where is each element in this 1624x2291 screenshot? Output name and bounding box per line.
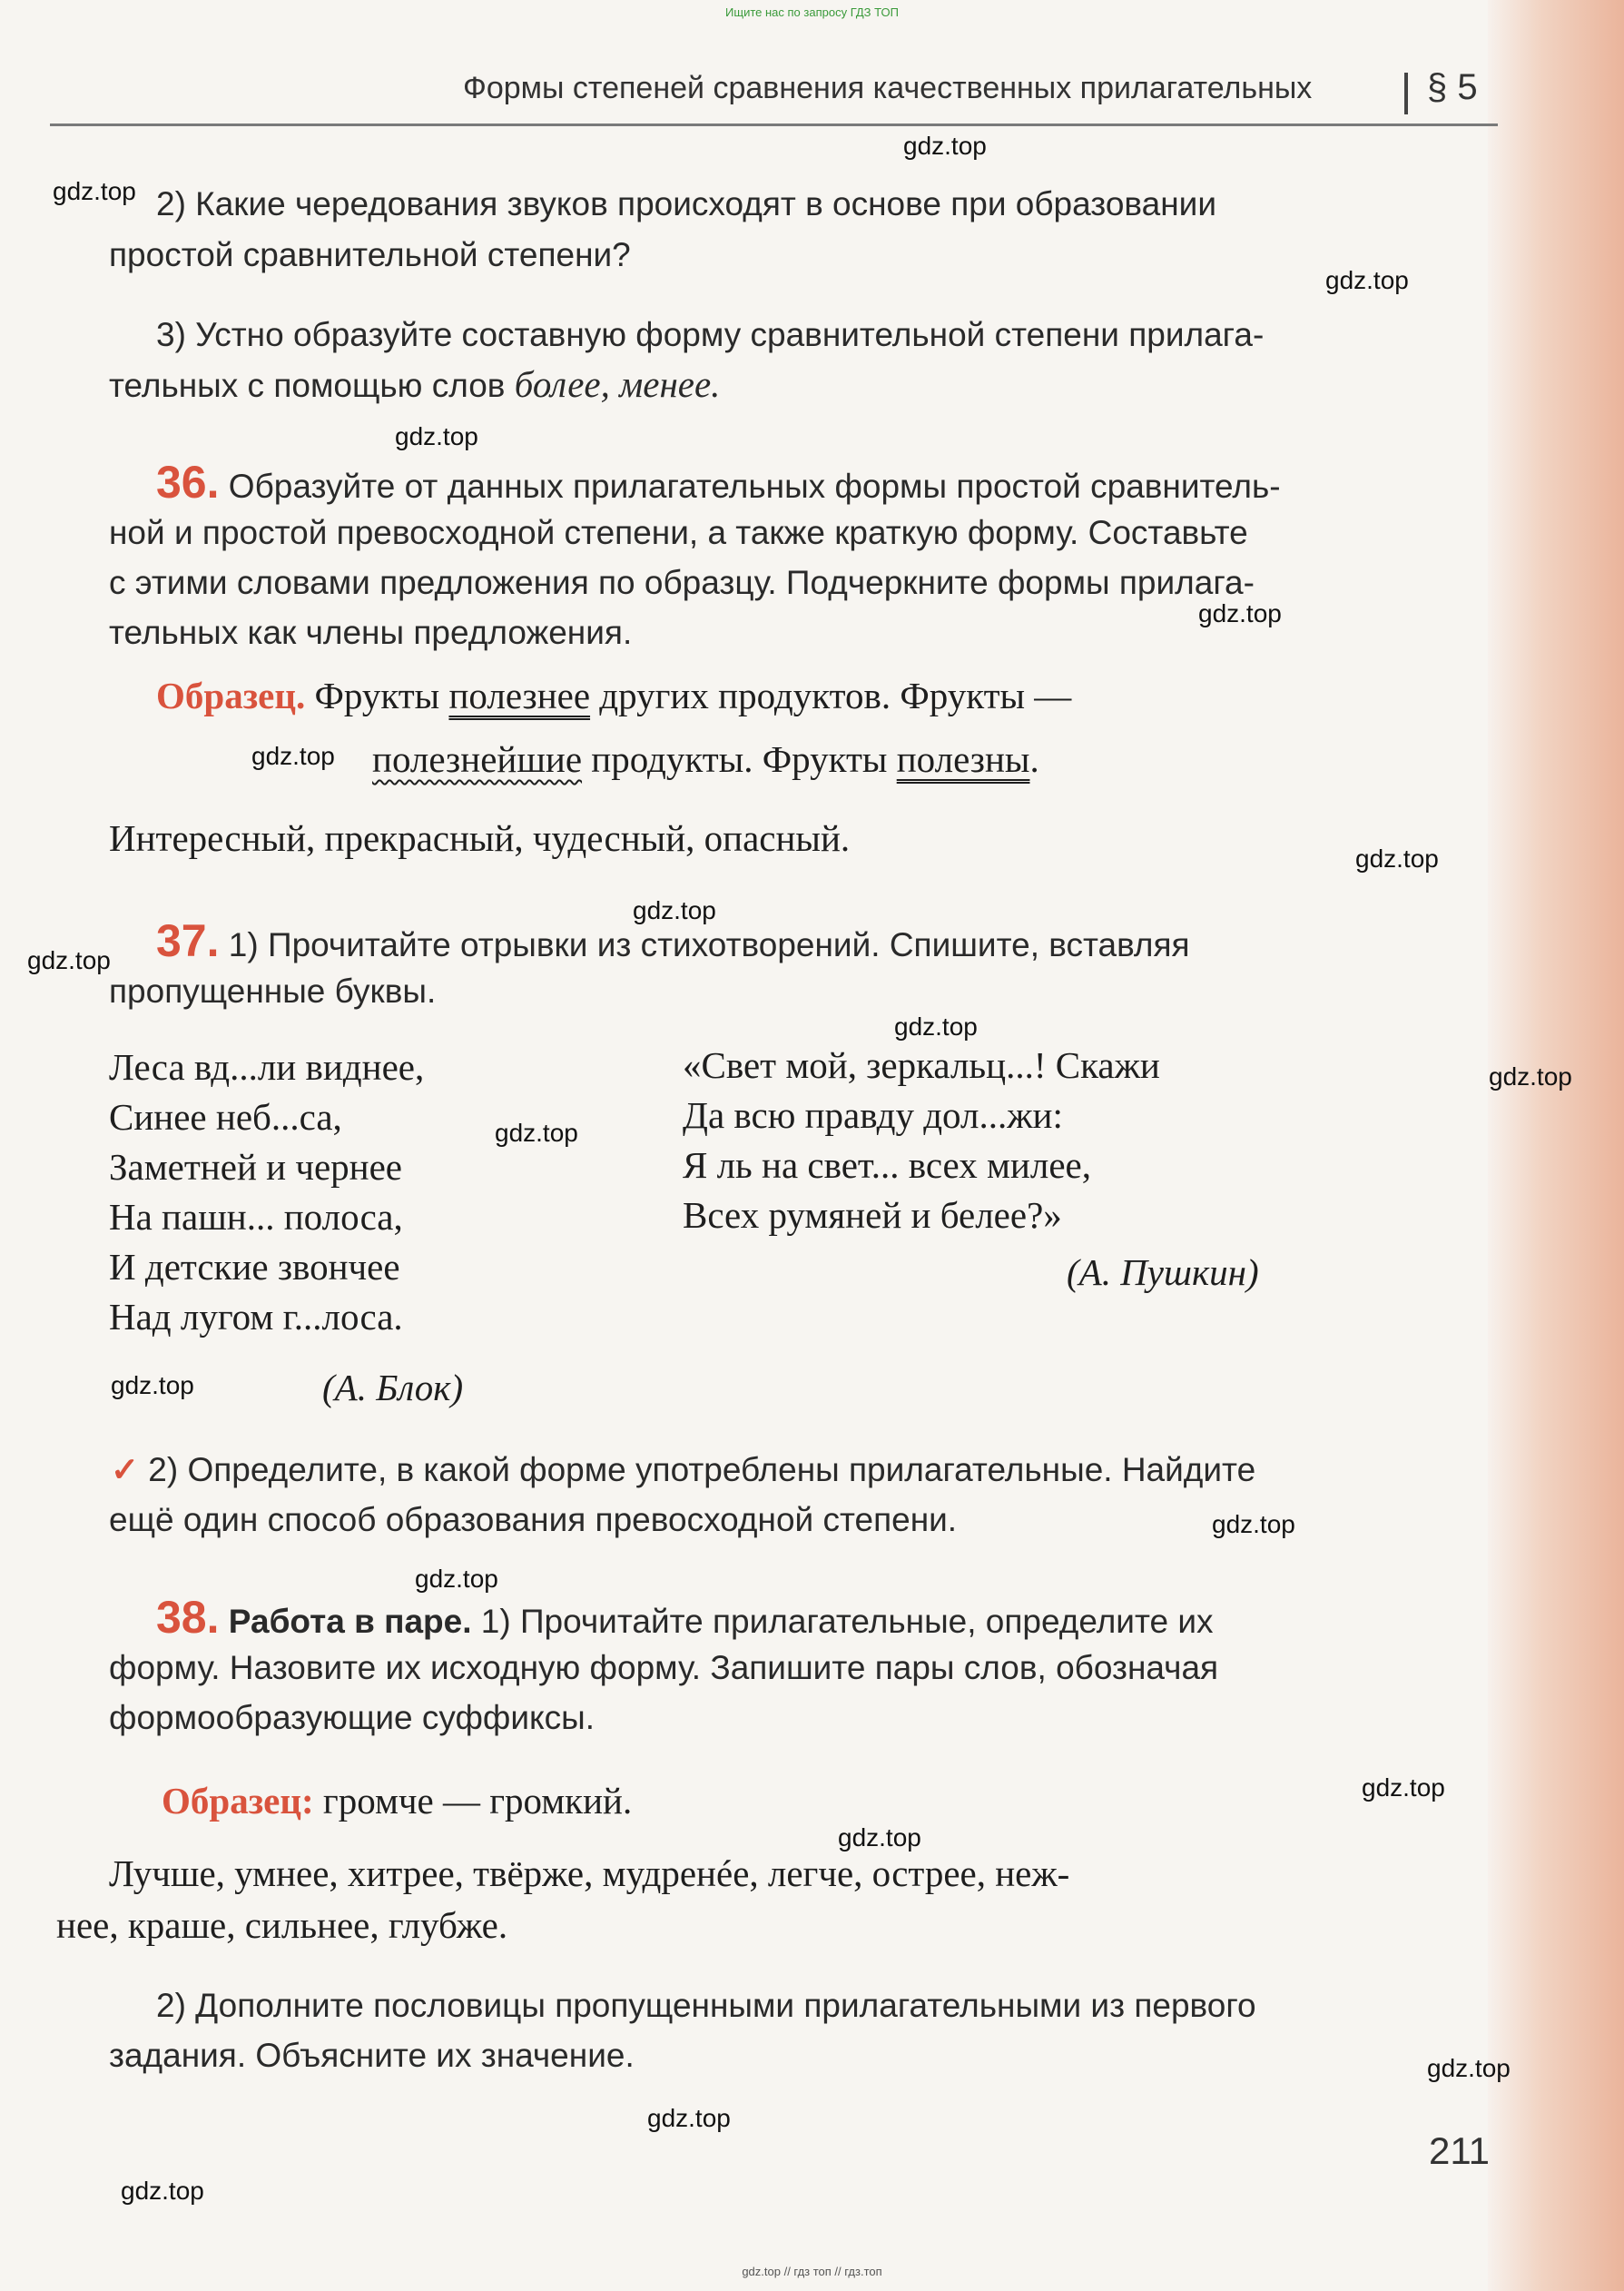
exercise-36-sample-line-1: Образец. Фрукты полезнее других продуктов. Фрукты —	[156, 675, 1072, 716]
poem-pushkin-line: Я ль на свет... всех милее,	[683, 1144, 1091, 1186]
exercise-38-words-line-2: нее, краше, сильнее, глубже.	[56, 1904, 508, 1946]
watermark: gdz.top	[838, 1823, 921, 1852]
exercise-38-number: 38.	[156, 1592, 220, 1643]
exercise-36-line-4: тельных как члены предложения.	[109, 614, 633, 651]
exercise-37-line-1: 37. 1) Прочитайте отрывки из стихотворений. Спишите, вставляя	[156, 915, 1190, 966]
poem-pushkin-line: Всех румяней и белее?»	[683, 1194, 1062, 1236]
watermark: gdz.top	[53, 177, 136, 205]
question-2-line-2: простой сравнительной степени?	[109, 236, 631, 273]
poem-pushkin-line: Да всю правду дол...жи:	[683, 1094, 1063, 1136]
watermark: gdz.top	[1198, 599, 1282, 627]
header-separator	[1404, 73, 1408, 114]
exercise-38-line-3: формообразующие суффиксы.	[109, 1699, 595, 1736]
exercise-36-line-3: с этими словами предложения по образцу. Подчеркните формы прилага-	[109, 564, 1255, 601]
exercise-36-number: 36.	[156, 457, 220, 508]
running-header-title: Формы степеней сравнения качественных прилагательных	[463, 71, 1313, 105]
poem-pushkin-author: (А. Пушкин)	[1067, 1251, 1259, 1293]
exercise-38-sample: Образец: громче — громкий.	[162, 1780, 633, 1822]
sample-label: Образец:	[162, 1780, 314, 1822]
watermark: gdz.top	[27, 946, 111, 974]
exercise-37-task-2-line-2: ещё один способ образования превосходной степени.	[109, 1501, 958, 1538]
watermark: gdz.top	[894, 1012, 978, 1041]
watermark: gdz.top	[647, 2104, 731, 2132]
poem-blok-line: Леса вд...ли виднее,	[109, 1046, 425, 1088]
section-number: § 5	[1427, 67, 1478, 107]
exercise-36-line-1: 36. Образуйте от данных прилагательных формы простой сравнитель-	[156, 457, 1281, 508]
exercise-37-task-2-line-1: ✓ 2) Определите, в какой форме употреблены прилагательные. Найдите	[111, 1451, 1256, 1488]
poem-blok-author: (А. Блок)	[322, 1367, 464, 1408]
question-3-line-1: 3) Устно образуйте составную форму сравнительной степени прилага-	[156, 316, 1265, 353]
watermark: gdz.top	[1212, 1510, 1295, 1538]
poem-blok-line: И детские звончее	[109, 1246, 400, 1288]
watermark: gdz.top	[415, 1565, 498, 1593]
poem-blok-line: Над лугом г...лоса.	[109, 1296, 403, 1338]
checkmark-icon: ✓	[111, 1451, 140, 1488]
sample-label: Образец.	[156, 675, 306, 716]
exercise-38-line-1: 38. Работа в паре. 1) Прочитайте прилагательные, определите их	[156, 1592, 1214, 1643]
top-watermark: Ищите нас по запросу ГДЗ ТОП	[725, 5, 899, 19]
exercise-38-task-2-line-1: 2) Дополните пословицы пропущенными прилагательными из первого	[156, 1987, 1256, 2024]
question-2-line-1: 2) Какие чередования звуков происходят в основе при образовании	[156, 185, 1217, 222]
poem-pushkin-line: «Свет мой, зеркальц...! Скажи	[683, 1044, 1160, 1086]
exercise-37-number: 37.	[156, 915, 220, 966]
exercise-36-sample-line-2: полезнейшие продукты. Фрукты полезны.	[372, 738, 1039, 780]
page-edge-shading	[1488, 0, 1624, 2291]
poem-blok-line: На пашн... полоса,	[109, 1196, 403, 1238]
watermark: gdz.top	[395, 422, 478, 450]
watermark: gdz.top	[495, 1119, 578, 1147]
watermark: gdz.top	[1489, 1062, 1572, 1091]
page-number: 211	[1429, 2129, 1490, 2172]
watermark: gdz.top	[1355, 844, 1439, 873]
watermark: gdz.top	[1325, 266, 1409, 294]
watermark: gdz.top	[111, 1371, 194, 1399]
exercise-37-line-2: пропущенные буквы.	[109, 973, 437, 1010]
watermark: gdz.top	[903, 132, 987, 160]
exercise-36-line-2: ной и простой превосходной степени, а также краткую форму. Составьте	[109, 514, 1248, 551]
watermark: gdz.top	[251, 742, 335, 770]
watermark: gdz.top	[121, 2177, 204, 2205]
header-rule	[50, 123, 1498, 126]
bottom-watermark: gdz.top // гдз топ // гдз.топ	[742, 2265, 882, 2278]
exercise-38-task-2-line-2: задания. Объясните их значение.	[109, 2037, 635, 2074]
watermark: gdz.top	[633, 896, 716, 924]
poem-blok-line: Заметней и чернее	[109, 1146, 402, 1188]
exercise-38-words-line-1: Лучше, умнее, хитрее, твёрже, мудренée, легче, острее, неж-	[109, 1852, 1070, 1894]
exercise-36-words: Интересный, прекрасный, чудесный, опасный.	[109, 817, 851, 859]
poem-blok-line: Синее неб...са,	[109, 1096, 342, 1138]
question-3-line-2: тельных с помощью слов более, менее.	[109, 363, 721, 405]
watermark: gdz.top	[1427, 2054, 1511, 2082]
exercise-38-line-2: форму. Назовите их исходную форму. Запишите пары слов, обозначая	[109, 1649, 1219, 1686]
watermark: gdz.top	[1362, 1773, 1445, 1802]
